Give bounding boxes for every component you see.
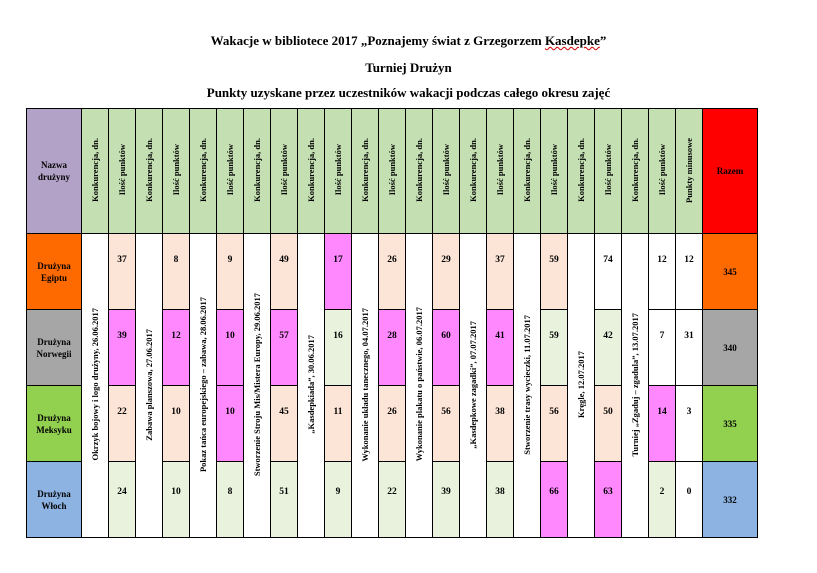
points-cell: [487, 462, 514, 538]
results-table: [26, 108, 758, 538]
points-cell: [163, 234, 190, 310]
points-header-label: Ilość punktów: [549, 144, 559, 196]
points-header-label: Ilość punktów: [279, 144, 289, 196]
competition-header: [244, 109, 271, 234]
points-value: 24: [117, 487, 127, 497]
competition-header-label: Konkurencja, dn.: [144, 138, 154, 202]
competition-name-label: Stworzenie Stroju Mis/Mistera Europy, 29.06.2017: [252, 292, 262, 477]
competition-name-label: Kręgle, 12.07.2017: [576, 350, 586, 419]
competition-name: [190, 234, 217, 538]
points-value: 2: [659, 487, 665, 497]
competition-header: [136, 109, 163, 234]
points-cell: [109, 234, 136, 310]
points-header-label: Ilość punktów: [117, 144, 127, 196]
points-value: 42: [603, 331, 613, 341]
team-name: Drużyna Egiptu: [27, 234, 82, 310]
points-cell: [379, 234, 406, 310]
points-cell: [379, 386, 406, 462]
points-header-label: Ilość punktów: [171, 144, 181, 196]
points-header-label: Ilość punktów: [225, 144, 235, 196]
minus-cell: [676, 462, 703, 538]
competition-name-label: „Kasdepkiada”, 30.06.2017: [306, 335, 316, 434]
competition-name-label: Stworzenie trasy wycieczki, 11.07.2017: [522, 314, 532, 455]
competition-name: [352, 234, 379, 538]
team-column-header: Nazwa drużyny: [27, 109, 82, 234]
points-value: 26: [387, 407, 397, 417]
competition-name: [514, 234, 541, 538]
points-cell: [163, 310, 190, 386]
points-value: 56: [549, 407, 559, 417]
points-value: 60: [441, 331, 451, 341]
competition-name: [460, 234, 487, 538]
total-cell: 340: [703, 310, 758, 386]
points-value: 66: [549, 487, 559, 497]
points-value: 9: [227, 255, 233, 265]
competition-name-label: Turniej „Zgaduj – zgadula”, 13.07.2017: [630, 312, 640, 457]
minus-value: 31: [684, 331, 694, 341]
minus-value: 3: [686, 407, 692, 417]
points-value: 38: [495, 407, 505, 417]
points-header: [325, 109, 352, 234]
points-value: 74: [603, 255, 613, 265]
competition-name: [244, 234, 271, 538]
competition-name-label: „Kasdepkowe zagadki”, 07.07.2017: [468, 320, 478, 449]
points-value: 8: [227, 487, 233, 497]
points-cell: [595, 386, 622, 462]
points-value: 50: [603, 407, 613, 417]
competition-header: [514, 109, 541, 234]
points-value: 14: [657, 407, 667, 417]
competition-header-label: Konkurencja, dn.: [90, 138, 100, 202]
points-cell: [433, 310, 460, 386]
points-header-label: Ilość punktów: [441, 144, 451, 196]
team-name: Drużyna Meksyku: [27, 386, 82, 462]
minus-cell: [676, 310, 703, 386]
points-value: 38: [495, 487, 505, 497]
competition-name: [568, 234, 595, 538]
points-value: 7: [659, 331, 665, 341]
points-cell: [163, 462, 190, 538]
points-value: 37: [117, 255, 127, 265]
document-subtitle: Turniej Drużyn: [365, 60, 452, 75]
points-value: 45: [279, 407, 289, 417]
points-value: 12: [171, 331, 181, 341]
points-value: 11: [333, 407, 343, 417]
points-value: 59: [549, 255, 559, 265]
points-value: 26: [387, 255, 397, 265]
points-value: 12: [657, 255, 667, 265]
points-cell: [325, 462, 352, 538]
points-cell: [109, 462, 136, 538]
competition-name-label: Wykonanie układu tanecznego, 04.07.2017: [360, 307, 370, 462]
team-name: Drużyna Włoch: [27, 462, 82, 538]
points-cell: [541, 234, 568, 310]
minus-cell: [676, 386, 703, 462]
points-value: 39: [441, 487, 451, 497]
points-cell: [541, 310, 568, 386]
points-cell: [109, 386, 136, 462]
points-value: 57: [279, 331, 289, 341]
competition-header: [568, 109, 595, 234]
competition-name: [622, 234, 649, 538]
points-value: 16: [333, 331, 343, 341]
points-value: 56: [441, 407, 451, 417]
points-value: 10: [225, 331, 235, 341]
title-name: Kasdepke: [544, 33, 600, 48]
points-value: 22: [387, 487, 397, 497]
competition-header: [622, 109, 649, 234]
competition-header-label: Konkurencja, dn.: [198, 138, 208, 202]
total-header: Razem: [703, 109, 758, 234]
points-value: 29: [441, 255, 451, 265]
points-cell: [379, 462, 406, 538]
points-header-label: Ilość punktów: [387, 144, 397, 196]
minus-cell: [676, 234, 703, 310]
points-header: [649, 109, 676, 234]
points-cell: [271, 310, 298, 386]
title-quote: ”: [599, 33, 607, 48]
points-value: 22: [117, 407, 127, 417]
points-cell: [325, 386, 352, 462]
points-header: [487, 109, 514, 234]
points-cell: [271, 234, 298, 310]
team-row: [27, 234, 758, 310]
total-cell: 332: [703, 462, 758, 538]
competition-header-label: Konkurencja, dn.: [252, 138, 262, 202]
points-value: 10: [225, 407, 235, 417]
minus-header-label: Punkty minusowe: [684, 137, 694, 203]
points-cell: [217, 310, 244, 386]
points-cell: [325, 234, 352, 310]
title-text: Wakacje w bibliotece 2017 „Poznajemy świat z Grzegorzem: [210, 33, 545, 48]
competition-header-label: Konkurencja, dn.: [306, 138, 316, 202]
competition-header-label: Konkurencja, dn.: [468, 138, 478, 202]
points-cell: [487, 310, 514, 386]
points-cell: [541, 386, 568, 462]
points-cell: [649, 310, 676, 386]
points-cell: [433, 234, 460, 310]
points-header: [217, 109, 244, 234]
points-value: 49: [279, 255, 289, 265]
competition-name-label: Zabawa planszowa, 27.06.2017: [144, 328, 154, 441]
competition-header: [190, 109, 217, 234]
points-cell: [433, 386, 460, 462]
points-value: 28: [387, 331, 397, 341]
minus-header: [676, 109, 703, 234]
points-value: 51: [279, 487, 289, 497]
points-cell: [271, 386, 298, 462]
points-value: 39: [117, 331, 127, 341]
competition-header-label: Konkurencja, dn.: [414, 138, 424, 202]
competition-name: [406, 234, 433, 538]
points-cell: [541, 462, 568, 538]
competition-header: [298, 109, 325, 234]
points-header-label: Ilość punktów: [603, 144, 613, 196]
points-value: 41: [495, 331, 505, 341]
minus-value: 0: [686, 487, 692, 497]
document-title: [0, 33, 817, 49]
team-name: Drużyna Norwegii: [27, 310, 82, 386]
points-value: 10: [171, 487, 181, 497]
competition-name: [298, 234, 325, 538]
points-header-label: Ilość punktów: [333, 144, 343, 196]
points-value: 59: [549, 331, 559, 341]
points-cell: [217, 386, 244, 462]
points-cell: [163, 386, 190, 462]
points-header: [163, 109, 190, 234]
points-cell: [595, 310, 622, 386]
competition-header-label: Konkurencja, dn.: [630, 138, 640, 202]
competition-header-label: Konkurencja, dn.: [576, 138, 586, 202]
points-value: 10: [171, 407, 181, 417]
points-header: [541, 109, 568, 234]
points-cell: [325, 310, 352, 386]
points-cell: [649, 462, 676, 538]
points-header-label: Ilość punktów: [495, 144, 505, 196]
points-header: [379, 109, 406, 234]
points-value: 37: [495, 255, 505, 265]
points-cell: [649, 234, 676, 310]
points-value: 9: [335, 487, 341, 497]
points-value: 17: [333, 255, 343, 265]
points-cell: [433, 462, 460, 538]
points-header-label: Ilość punktów: [657, 144, 667, 196]
competition-header: [406, 109, 433, 234]
points-value: 8: [173, 255, 179, 265]
points-header: [271, 109, 298, 234]
points-cell: [379, 310, 406, 386]
competition-name-label: Pokaz tańca europejskiego – zabawa, 28.06.2017: [198, 296, 208, 473]
points-cell: [109, 310, 136, 386]
points-cell: [271, 462, 298, 538]
competition-name-label: Wykonanie plakatu o państwie, 06.07.2017: [414, 307, 424, 462]
points-cell: [649, 386, 676, 462]
points-value: 63: [603, 487, 613, 497]
points-header: [595, 109, 622, 234]
points-header: [109, 109, 136, 234]
points-cell: [487, 234, 514, 310]
points-header: [433, 109, 460, 234]
points-cell: [595, 234, 622, 310]
points-cell: [595, 462, 622, 538]
competition-name: [82, 234, 109, 538]
document-description: Punkty uzyskane przez uczestników wakacji podczas całego okresu zajęć: [206, 85, 611, 100]
points-cell: [217, 462, 244, 538]
header-row: [27, 109, 758, 234]
competition-header-label: Konkurencja, dn.: [360, 138, 370, 202]
competition-name-label: Okrzyk bojowy i logo drużyny, 26.06.2017: [90, 308, 100, 461]
competition-name: [136, 234, 163, 538]
points-cell: [217, 234, 244, 310]
total-cell: 335: [703, 386, 758, 462]
competition-header: [460, 109, 487, 234]
competition-header: [352, 109, 379, 234]
minus-value: 12: [684, 255, 694, 265]
points-cell: [487, 386, 514, 462]
competition-header-label: Konkurencja, dn.: [522, 138, 532, 202]
competition-header: [82, 109, 109, 234]
total-cell: 345: [703, 234, 758, 310]
